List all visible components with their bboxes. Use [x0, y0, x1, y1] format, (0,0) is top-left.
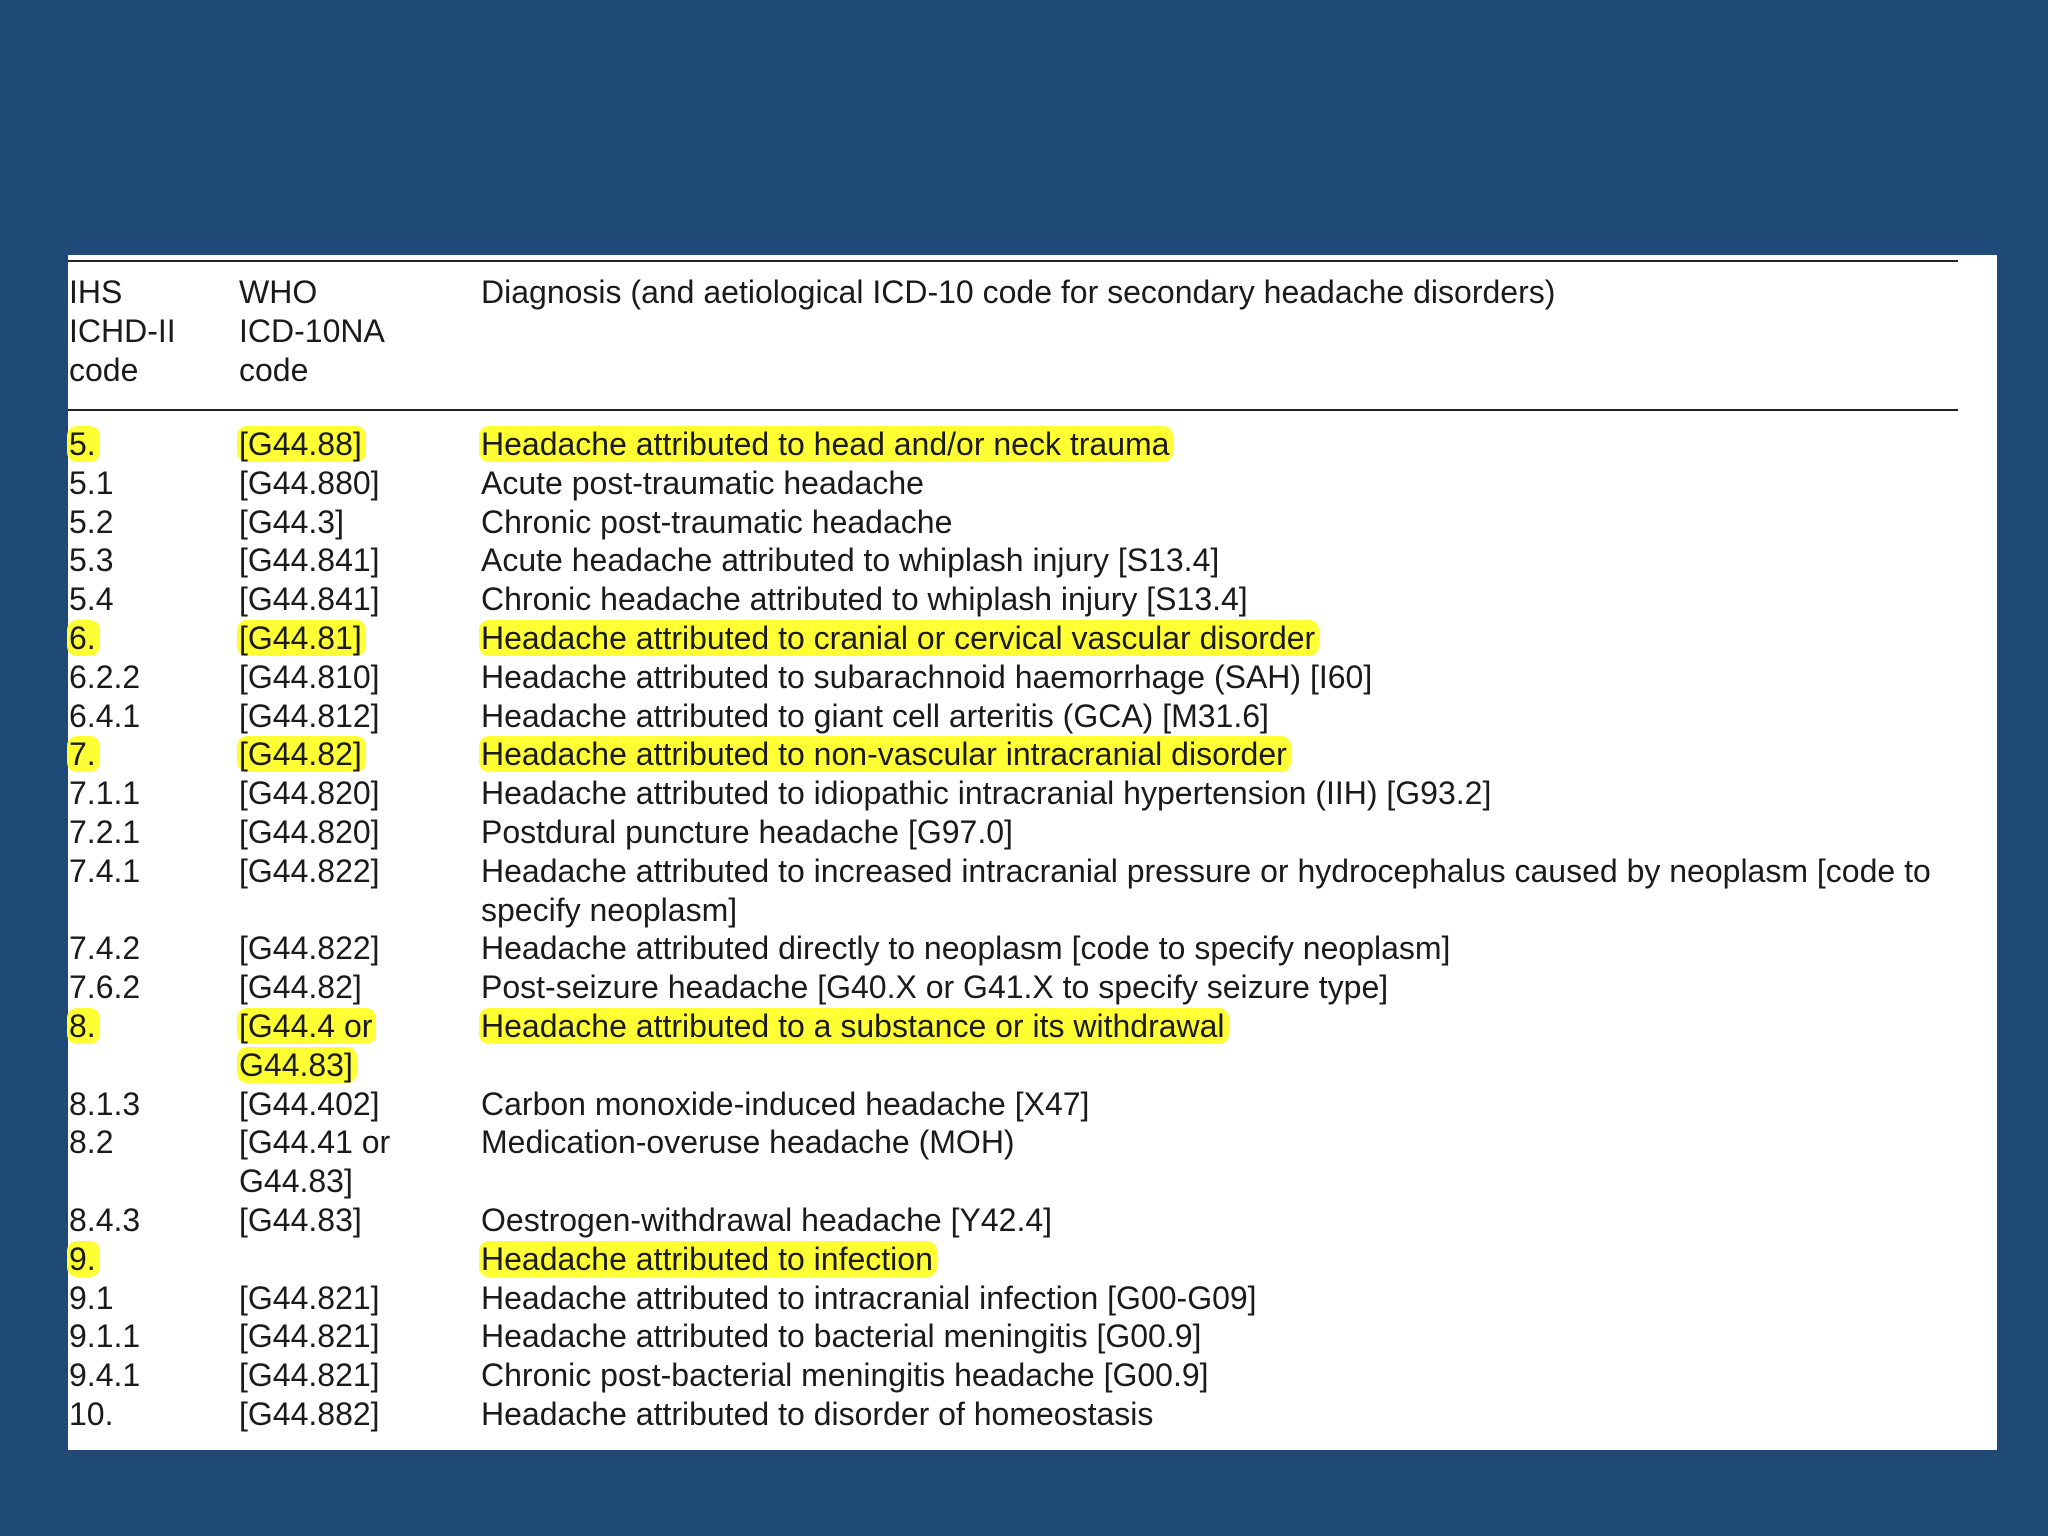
ihs-code-cell-text: 9.4.1 — [69, 1357, 141, 1394]
who-code-cell-text: [G44.820] — [239, 775, 380, 812]
table-row — [68, 1085, 1997, 1124]
ihs-code-cell — [68, 1123, 239, 1201]
who-code-cell-text: [G44.820] — [239, 813, 380, 850]
who-code-cell-text: [G44.88] — [237, 426, 366, 462]
diagnosis-cell — [481, 1279, 1971, 1318]
diagnosis-cell-text: Headache attributed to subarachnoid haemorrhage (SAH) [I60] — [481, 658, 1373, 695]
who-code-cell — [239, 1123, 481, 1201]
who-code-cell-text: [G44.841] — [239, 581, 380, 618]
ihs-code-cell-text: 7. — [67, 736, 100, 772]
diagnosis-cell-text: Headache attributed to disorder of homeostasis — [481, 1395, 1154, 1432]
table-row — [68, 774, 1997, 813]
diagnosis-cell — [481, 1317, 1971, 1356]
who-code-cell — [239, 852, 481, 930]
diagnosis-cell-text: Oestrogen-withdrawal headache [Y42.4] — [481, 1201, 1053, 1238]
who-code-cell-text: [G44.82] — [237, 736, 366, 772]
diagnosis-cell-text: Headache attributed to giant cell arteritis (GCA) [M31.6] — [481, 697, 1269, 734]
who-code-cell — [239, 735, 481, 774]
diagnosis-cell — [481, 929, 1971, 968]
ihs-code-cell-text: 5.1 — [69, 464, 114, 501]
header-diagnosis: Diagnosis (and aetiological ICD-10 code for secondary headache disorders) — [481, 274, 1556, 310]
who-code-cell — [239, 658, 481, 697]
who-code-cell — [239, 1356, 481, 1395]
ihs-code-cell-text: 9.1 — [69, 1279, 114, 1316]
diagnosis-cell-text: Post-seizure headache [G40.X or G41.X to specify seizure type] — [481, 969, 1389, 1006]
who-code-cell — [239, 1201, 481, 1240]
table-row — [68, 1317, 1997, 1356]
table-row — [68, 968, 1997, 1007]
who-code-cell-text: [G44.821] — [239, 1279, 380, 1316]
ihs-code-cell — [68, 658, 239, 697]
ihs-code-cell-text: 5.4 — [69, 581, 114, 618]
ihs-code-cell — [68, 1240, 239, 1279]
diagnosis-cell-text: Headache attributed to a substance or its withdrawal — [479, 1008, 1229, 1044]
diagnosis-cell — [481, 658, 1971, 697]
ihs-code-cell-text: 6. — [67, 620, 100, 656]
ihs-code-cell-text: 9.1.1 — [69, 1318, 141, 1355]
ihs-code-cell-text: 7.1.1 — [69, 775, 141, 812]
who-code-cell — [239, 425, 481, 464]
diagnosis-cell — [481, 1123, 1971, 1201]
table-row — [68, 580, 1997, 619]
ihs-code-cell — [68, 697, 239, 736]
who-code-cell — [239, 1317, 481, 1356]
who-code-cell-text: [G44.822] — [239, 930, 380, 967]
ihs-code-cell-text: 6.2.2 — [69, 658, 141, 695]
table-header-rule — [68, 409, 1958, 411]
diagnosis-cell — [481, 1007, 1971, 1085]
table-row — [68, 1279, 1997, 1318]
ihs-code-cell — [68, 580, 239, 619]
header-ihs-code: IHS ICHD-II code — [69, 274, 176, 388]
ihs-code-cell-text: 7.4.1 — [69, 852, 141, 889]
ihs-code-cell — [68, 1007, 239, 1085]
ihs-code-cell-text: 8.1.3 — [69, 1085, 141, 1122]
ihs-code-cell-text: 5.2 — [69, 503, 114, 540]
table-row — [68, 541, 1997, 580]
diagnosis-cell-text: Headache attributed to intracranial infection [G00-G09] — [481, 1279, 1257, 1316]
ihs-code-cell — [68, 541, 239, 580]
ihs-code-cell — [68, 464, 239, 503]
who-code-cell-text: [G44.83] — [239, 1201, 362, 1238]
diagnosis-cell-text: Headache attributed to non-vascular intracranial disorder — [479, 736, 1291, 772]
ihs-code-cell — [68, 735, 239, 774]
diagnosis-cell-text: Medication-overuse headache (MOH) — [481, 1124, 1015, 1161]
ihs-code-cell — [68, 1317, 239, 1356]
ihs-code-cell — [68, 774, 239, 813]
table-row — [68, 852, 1997, 930]
ihs-code-cell — [68, 1201, 239, 1240]
ihs-code-cell — [68, 425, 239, 464]
ihs-code-cell — [68, 852, 239, 930]
diagnosis-cell-text: Headache attributed to cranial or cervical vascular disorder — [479, 620, 1319, 656]
diagnosis-cell — [481, 580, 1971, 619]
who-code-cell — [239, 774, 481, 813]
who-code-cell — [239, 580, 481, 619]
diagnosis-cell — [481, 1395, 1971, 1434]
who-code-cell — [239, 929, 481, 968]
who-code-cell-text: [G44.880] — [239, 464, 380, 501]
who-code-cell-text: [G44.82] — [239, 969, 362, 1006]
ihs-code-cell-text: 9. — [67, 1241, 100, 1277]
ihs-code-cell — [68, 503, 239, 542]
who-code-cell — [239, 1279, 481, 1318]
who-code-cell-text: [G44.841] — [239, 542, 380, 579]
table-row-category — [68, 1007, 1997, 1085]
diagnosis-cell — [481, 697, 1971, 736]
who-code-cell-text: [G44.81] — [237, 620, 366, 656]
ihs-code-cell — [68, 1356, 239, 1395]
header-who-code: WHO ICD-10NA code — [239, 274, 385, 388]
ihs-code-cell-text: 8. — [67, 1008, 100, 1044]
diagnosis-cell — [481, 619, 1971, 658]
table-row — [68, 1356, 1997, 1395]
who-code-cell-text: [G44.812] — [239, 697, 380, 734]
table-row — [68, 929, 1997, 968]
diagnosis-cell-text: Headache attributed to increased intracranial pressure or hydrocephalus caused by neoplasm [code to specify neoplasm] — [481, 852, 1931, 928]
who-code-cell — [239, 1085, 481, 1124]
diagnosis-cell — [481, 852, 1971, 930]
diagnosis-cell — [481, 1356, 1971, 1395]
who-code-cell-text: [G44.41 or G44.83] — [239, 1124, 391, 1200]
ihs-code-cell-text: 6.4.1 — [69, 697, 141, 734]
diagnosis-cell — [481, 1201, 1971, 1240]
table-body — [68, 425, 1997, 1434]
table-row — [68, 1123, 1997, 1201]
diagnosis-cell-text: Headache attributed to bacterial meningitis [G00.9] — [481, 1318, 1202, 1355]
who-code-cell — [239, 541, 481, 580]
who-code-cell — [239, 1007, 481, 1085]
diagnosis-cell — [481, 1085, 1971, 1124]
ihs-code-cell — [68, 1395, 239, 1434]
diagnosis-cell — [481, 774, 1971, 813]
who-code-cell — [239, 1395, 481, 1434]
who-code-cell-text: [G44.821] — [239, 1357, 380, 1394]
diagnosis-cell-text: Headache attributed directly to neoplasm [code to specify neoplasm] — [481, 930, 1451, 967]
diagnosis-cell — [481, 1240, 1971, 1279]
diagnosis-cell-text: Headache attributed to idiopathic intracranial hypertension (IIH) [G93.2] — [481, 775, 1492, 812]
who-code-cell-text: [G44.822] — [239, 852, 380, 889]
diagnosis-cell-text: Chronic post-traumatic headache — [481, 503, 953, 540]
diagnosis-cell-text: Headache attributed to head and/or neck trauma — [479, 426, 1173, 462]
table-row — [68, 503, 1997, 542]
ihs-code-cell-text: 8.2 — [69, 1124, 114, 1161]
who-code-cell-text: [G44.3] — [239, 503, 344, 540]
table-row — [68, 464, 1997, 503]
who-code-cell — [239, 619, 481, 658]
diagnosis-cell-text: Acute post-traumatic headache — [481, 464, 924, 501]
ihs-code-cell-text: 7.2.1 — [69, 813, 141, 850]
diagnosis-cell-text: Chronic post-bacterial meningitis headache [G00.9] — [481, 1357, 1209, 1394]
table-row — [68, 697, 1997, 736]
ihs-code-cell — [68, 619, 239, 658]
ihs-code-cell — [68, 1085, 239, 1124]
who-code-cell — [239, 503, 481, 542]
ihs-code-cell-text: 7.4.2 — [69, 930, 141, 967]
table-row — [68, 1395, 1997, 1434]
diagnosis-cell — [481, 425, 1971, 464]
who-code-cell — [239, 697, 481, 736]
who-code-cell-text: [G44.4 or G44.83] — [237, 1008, 376, 1083]
ihs-code-cell — [68, 968, 239, 1007]
table-row-category — [68, 735, 1997, 774]
diagnosis-cell — [481, 503, 1971, 542]
who-code-cell-text: [G44.882] — [239, 1395, 380, 1432]
diagnosis-cell — [481, 541, 1971, 580]
who-code-cell-text: [G44.402] — [239, 1085, 380, 1122]
diagnosis-cell — [481, 735, 1971, 774]
ihs-code-cell-text: 5.3 — [69, 542, 114, 579]
who-code-cell-text: [G44.810] — [239, 658, 380, 695]
ihs-code-cell-text: 7.6.2 — [69, 969, 141, 1006]
ihs-code-cell — [68, 813, 239, 852]
ihs-code-cell — [68, 1279, 239, 1318]
diagnosis-cell-text: Carbon monoxide-induced headache [X47] — [481, 1085, 1090, 1122]
ihs-code-cell-text: 8.4.3 — [69, 1201, 141, 1238]
diagnosis-cell-text: Headache attributed to infection — [479, 1241, 937, 1277]
diagnosis-cell-text: Postdural puncture headache [G97.0] — [481, 813, 1013, 850]
table-row-category — [68, 619, 1997, 658]
diagnosis-cell — [481, 968, 1971, 1007]
diagnosis-cell-text: Acute headache attributed to whiplash injury [S13.4] — [481, 542, 1220, 579]
table-row — [68, 658, 1997, 697]
ihs-code-cell — [68, 929, 239, 968]
table-row-category — [68, 1240, 1997, 1279]
ihs-code-cell-text: 10. — [69, 1395, 114, 1432]
who-code-cell — [239, 464, 481, 503]
table-top-rule — [68, 260, 1958, 262]
diagnosis-cell — [481, 813, 1971, 852]
who-code-cell-text: [G44.821] — [239, 1318, 380, 1355]
classification-table-sheet — [68, 255, 1997, 1450]
diagnosis-cell — [481, 464, 1971, 503]
table-row-category — [68, 425, 1997, 464]
table-row — [68, 813, 1997, 852]
table-row — [68, 1201, 1997, 1240]
who-code-cell — [239, 1240, 481, 1279]
who-code-cell — [239, 968, 481, 1007]
ihs-code-cell-text: 5. — [67, 426, 100, 462]
who-code-cell — [239, 813, 481, 852]
diagnosis-cell-text: Chronic headache attributed to whiplash injury [S13.4] — [481, 581, 1248, 618]
